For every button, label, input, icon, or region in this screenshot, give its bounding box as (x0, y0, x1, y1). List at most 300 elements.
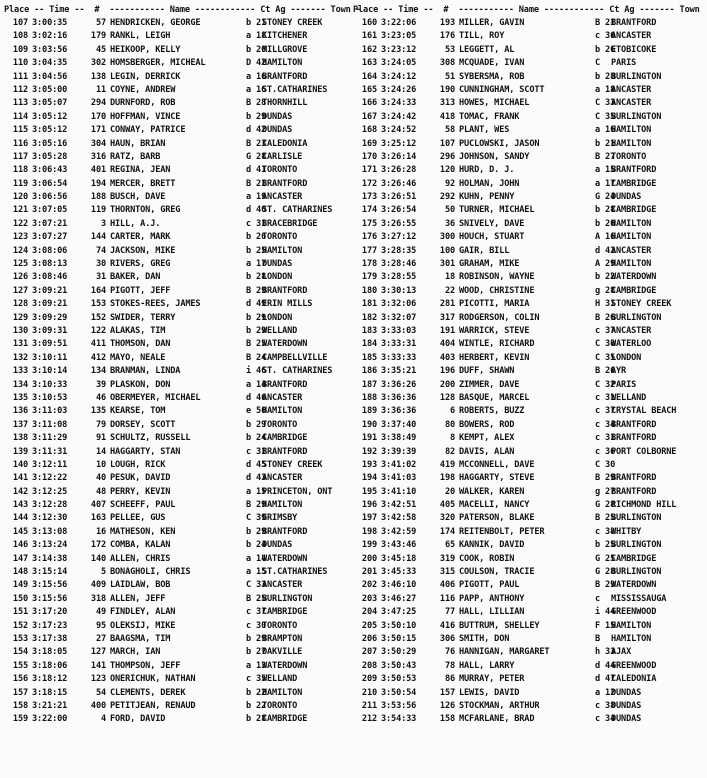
bib-number-cell: 10 (95, 459, 106, 470)
result-row (4, 486, 350, 499)
bib-number-cell: 53 (444, 44, 455, 55)
bib-number-cell: 141 (90, 660, 106, 671)
result-row (353, 231, 699, 244)
place-cell: 114 (12, 111, 28, 122)
result-row (4, 633, 350, 646)
time-cell: 3:23:12 (381, 44, 417, 55)
place-cell: 138 (12, 433, 28, 444)
place-cell: 125 (12, 259, 28, 270)
town-cell: WATERDOWN (262, 553, 308, 564)
time-cell: 3:21:21 (32, 700, 68, 711)
age-group-cell: C 39 (246, 513, 267, 524)
age-group-cell: g 28 (595, 285, 616, 296)
place-cell: 132 (12, 352, 28, 363)
name-cell: ROBINSON, WAYNE (459, 272, 535, 283)
time-cell: 3:15:56 (32, 580, 68, 591)
time-cell: 3:26:28 (381, 165, 417, 176)
age-group-cell: C 33 (595, 98, 616, 109)
result-row (353, 285, 699, 298)
result-row (353, 57, 699, 70)
town-cell: BRANTFORD (262, 178, 308, 189)
bib-number-cell: 91 (95, 433, 106, 444)
name-cell: SWIDER, TERRY (110, 312, 176, 323)
town-cell: HAMILTON (262, 58, 303, 69)
result-row (353, 245, 699, 258)
name-cell: BAKER, DAN (110, 272, 161, 283)
bib-number-cell: 171 (90, 125, 106, 136)
place-cell: 163 (361, 58, 377, 69)
age-group-cell: b 26 (595, 44, 616, 55)
age-group-cell: d 45 (246, 459, 267, 470)
time-cell: 3:18:15 (32, 687, 68, 698)
bib-number-cell: 54 (95, 687, 106, 698)
bib-number-cell: 198 (439, 473, 455, 484)
name-cell: JACKSON, MIKE (110, 245, 176, 256)
time-cell: 3:46:27 (381, 593, 417, 604)
place-cell: 184 (361, 339, 377, 350)
age-group-cell: b 22 (595, 272, 616, 283)
result-row (4, 151, 350, 164)
age-group-cell: b 22 (246, 700, 267, 711)
age-group-cell: c 36 (595, 31, 616, 42)
name-cell: COULSON, TRACIE (459, 567, 535, 578)
town-cell: AJAX (611, 647, 632, 658)
result-row (353, 204, 699, 217)
result-row (353, 17, 699, 30)
bib-number-cell: 174 (439, 526, 455, 537)
result-row (353, 700, 699, 713)
town-cell: AYR (611, 366, 627, 377)
time-cell: 3:42:51 (381, 500, 417, 511)
name-cell: OLEKSIJ, MIKE (110, 620, 176, 631)
place-cell: 212 (361, 714, 377, 725)
results-column-left (4, 3, 361, 727)
time-cell: 3:33:03 (381, 325, 417, 336)
bib-number-cell: 179 (90, 31, 106, 42)
result-row (4, 97, 350, 110)
result-row (4, 713, 350, 726)
name-cell: HOUCH, STUART (459, 232, 525, 243)
age-group-cell: a 16 (246, 84, 267, 95)
bib-number-cell: 16 (95, 526, 106, 537)
age-group-cell: H 31 (595, 299, 616, 310)
age-group-cell: C 30 (595, 459, 616, 470)
place-cell: 172 (361, 178, 377, 189)
time-cell: 3:12:11 (32, 459, 68, 470)
name-cell: DAVIS, ALAN (459, 446, 515, 457)
name-cell: RODGERSON, COLIN (459, 312, 540, 323)
time-cell: 3:26:51 (381, 192, 417, 203)
name-cell: JOHNSON, SANDY (459, 151, 530, 162)
place-cell: 181 (361, 299, 377, 310)
result-row (4, 231, 350, 244)
time-cell: 3:32:06 (381, 299, 417, 310)
bib-number-cell: 77 (444, 607, 455, 618)
place-cell: 143 (12, 500, 28, 511)
town-cell: DUNDAS (262, 125, 293, 136)
bib-number-cell: 31 (95, 272, 106, 283)
place-cell: 154 (12, 647, 28, 658)
time-cell: 3:35:21 (381, 366, 417, 377)
age-group-cell: c 37 (595, 406, 616, 417)
place-cell: 140 (12, 459, 28, 470)
place-cell: 137 (12, 419, 28, 430)
place-cell: 189 (361, 406, 377, 417)
age-group-cell: d 42 (246, 125, 267, 136)
name-cell: RATZ, BARB (110, 151, 161, 162)
town-cell: BRANTFORD (262, 379, 308, 390)
age-group-cell: c 37 (595, 325, 616, 336)
age-group-cell: d 47 (595, 674, 616, 685)
time-cell: 3:26:46 (381, 178, 417, 189)
age-group-cell: i 44 (595, 607, 616, 618)
age-group-cell: d 42 (595, 245, 616, 256)
place-cell: 186 (361, 366, 377, 377)
time-cell: 3:17:38 (32, 633, 68, 644)
place-cell: 118 (12, 165, 28, 176)
age-group-cell: D 42 (246, 58, 267, 69)
age-group-cell: A 29 (595, 259, 616, 270)
bib-number-cell: 144 (90, 232, 106, 243)
bib-number-cell: 65 (444, 540, 455, 551)
result-row (4, 392, 350, 405)
town-cell: MISSISSAUGA (611, 593, 667, 604)
town-cell: HAMILTON (611, 633, 652, 644)
time-cell: 3:24:05 (381, 58, 417, 69)
town-cell: TORONTO (611, 151, 647, 162)
time-cell: 3:02:16 (32, 31, 68, 42)
bib-number-cell: 419 (439, 459, 455, 470)
result-row (4, 606, 350, 619)
bib-number-cell: 100 (439, 245, 455, 256)
result-row (4, 258, 350, 271)
place-cell: 208 (361, 660, 377, 671)
result-row (353, 539, 699, 552)
place-cell: 207 (361, 647, 377, 658)
result-row (4, 204, 350, 217)
time-cell: 3:28:55 (381, 272, 417, 283)
place-cell: 129 (12, 312, 28, 323)
bib-number-cell: 95 (95, 620, 106, 631)
age-group-cell: C 33 (246, 580, 267, 591)
town-cell: DUNDAS (611, 687, 642, 698)
place-cell: 196 (361, 500, 377, 511)
town-cell: ST. CATHARINES (262, 205, 333, 216)
result-row (353, 71, 699, 84)
name-cell: MERCER, BRETT (110, 178, 176, 189)
time-cell: 3:11:29 (32, 433, 68, 444)
name-cell: GAIR, BILL (459, 245, 510, 256)
time-cell: 3:06:56 (32, 192, 68, 203)
age-group-cell: a 16 (595, 125, 616, 136)
result-row (4, 17, 350, 30)
place-cell: 193 (361, 459, 377, 470)
town-cell: DUNDAS (611, 192, 642, 203)
town-cell: BRACEBRIDGE (262, 218, 318, 229)
time-cell: 3:04:35 (32, 58, 68, 69)
age-group-cell: b 26 (246, 232, 267, 243)
bib-number-cell: 134 (90, 366, 106, 377)
time-cell: 3:23:05 (381, 31, 417, 42)
result-row (353, 392, 699, 405)
result-row (353, 365, 699, 378)
town-cell: PARIS (611, 379, 637, 390)
name-cell: HANNIGAN, MARGARET (459, 647, 550, 658)
name-cell: KUHN, PENNY (459, 192, 515, 203)
town-cell: CAMPBELLVILLE (262, 352, 328, 363)
age-group-cell: b 25 (246, 245, 267, 256)
town-cell: ST.CATHARINES (262, 84, 328, 95)
time-cell: 3:18:06 (32, 660, 68, 671)
name-cell: PETITJEAN, RENAUD (110, 700, 196, 711)
bib-number-cell: 20 (444, 486, 455, 497)
age-group-cell: b 28 (246, 714, 267, 725)
name-cell: PELLEE, GUS (110, 513, 166, 524)
time-cell: 3:22:06 (381, 18, 417, 28)
place-cell: 167 (361, 111, 377, 122)
place-cell: 127 (12, 285, 28, 296)
place-cell: 141 (12, 473, 28, 484)
name-cell: HALL, LILLIAN (459, 607, 525, 618)
name-cell: BAAGSMA, TIM (110, 633, 171, 644)
place-cell: 133 (12, 366, 28, 377)
town-cell: ANCASTER (611, 325, 652, 336)
name-cell: SYBERSMA, ROB (459, 71, 525, 82)
place-cell: 144 (12, 513, 28, 524)
bib-number-cell: 14 (95, 446, 106, 457)
bib-number-cell: 404 (439, 339, 455, 350)
bib-number-cell: 120 (439, 165, 455, 176)
age-group-cell: a 13 (246, 660, 267, 671)
town-cell: HAMILTON (611, 259, 652, 270)
town-cell: PORT COLBORNE (611, 446, 677, 457)
age-group-cell: c 34 (595, 419, 616, 430)
place-cell: 110 (12, 58, 28, 69)
name-cell: ALAKAS, TIM (110, 325, 166, 336)
result-row (353, 432, 699, 445)
bib-number-cell: 313 (439, 98, 455, 109)
town-cell: ETOBICOKE (611, 44, 657, 55)
name-cell: SCHEEFF, PAUL (110, 500, 176, 511)
time-cell: 3:09:21 (32, 299, 68, 310)
bib-number-cell: 6 (449, 406, 455, 417)
bib-number-cell: 140 (90, 553, 106, 564)
time-cell: 3:24:12 (381, 71, 417, 82)
time-cell: 3:06:43 (32, 165, 68, 176)
town-cell: WELLAND (262, 674, 298, 685)
place-cell: 151 (12, 607, 28, 618)
age-group-cell: b 21 (246, 18, 267, 28)
town-cell: TORONTO (262, 165, 298, 176)
name-cell: PIGOTT, JEFF (110, 285, 171, 296)
time-cell: 3:27:12 (381, 232, 417, 243)
name-cell: HALL, LARRY (459, 660, 515, 671)
age-group-cell: C 35 (595, 111, 616, 122)
age-group-cell: b 25 (595, 540, 616, 551)
header-text: Place -- Time -- # ----------- Name ------------ Ct Ag ------- Town (353, 5, 700, 15)
place-cell: 202 (361, 580, 377, 591)
bib-number-cell: 172 (90, 540, 106, 551)
name-cell: RIVERS, GREG (110, 259, 171, 270)
bib-number-cell: 319 (439, 553, 455, 564)
town-cell: BRANTFORD (611, 18, 657, 28)
age-group-cell: d 43 (246, 473, 267, 484)
bib-number-cell: 127 (90, 647, 106, 658)
town-cell: HAMILTON (611, 232, 652, 243)
name-cell: STOCKMAN, ARTHUR (459, 700, 540, 711)
result-row (353, 298, 699, 311)
time-cell: 3:53:56 (381, 700, 417, 711)
time-cell: 3:33:31 (381, 339, 417, 350)
bib-number-cell: 196 (439, 366, 455, 377)
age-group-cell: b 20 (595, 218, 616, 229)
name-cell: TOMAC, FRANK (459, 111, 520, 122)
time-cell: 3:26:14 (381, 151, 417, 162)
bib-number-cell: 50 (444, 205, 455, 216)
name-cell: BRANMAN, LINDA (110, 366, 181, 377)
bib-number-cell: 318 (90, 593, 106, 604)
time-cell: 3:43:46 (381, 540, 417, 551)
result-row (4, 660, 350, 673)
result-row (353, 633, 699, 646)
age-group-cell: c 31 (246, 218, 267, 229)
time-cell: 3:50:43 (381, 660, 417, 671)
town-cell: WATERDOWN (611, 272, 657, 283)
time-cell: 3:03:56 (32, 44, 68, 55)
town-cell: HAMILTON (262, 687, 303, 698)
result-row (353, 271, 699, 284)
name-cell: MCFARLANE, BRAD (459, 714, 535, 725)
bib-number-cell: 190 (439, 84, 455, 95)
age-group-cell: c 31 (246, 446, 267, 457)
place-cell: 210 (361, 687, 377, 698)
place-cell: 156 (12, 674, 28, 685)
place-cell: 135 (12, 392, 28, 403)
town-cell: PARIS (611, 58, 637, 69)
bib-number-cell: 8 (449, 433, 455, 444)
age-group-cell: B 25 (246, 593, 267, 604)
age-group-cell: c 31 (595, 433, 616, 444)
name-cell: FINDLEY, ALAN (110, 607, 176, 618)
time-cell: 3:11:03 (32, 406, 68, 417)
result-row (353, 218, 699, 231)
time-cell: 3:28:35 (381, 245, 417, 256)
town-cell: BRANTFORD (262, 285, 308, 296)
result-row (353, 30, 699, 43)
result-row (4, 138, 350, 151)
place-cell: 126 (12, 272, 28, 283)
name-cell: MILLER, GAVIN (459, 18, 525, 28)
time-cell: 3:50:54 (381, 687, 417, 698)
name-cell: HOWES, MICHAEL (459, 98, 530, 109)
name-cell: LEGIN, DERRICK (110, 71, 181, 82)
bib-number-cell: 308 (439, 58, 455, 69)
age-group-cell: a 18 (595, 84, 616, 95)
result-row (4, 57, 350, 70)
age-group-cell: B 28 (246, 98, 267, 109)
result-row (353, 312, 699, 325)
place-cell: 147 (12, 553, 28, 564)
age-group-cell: c 30 (246, 620, 267, 631)
result-row (4, 472, 350, 485)
time-cell: 3:45:33 (381, 567, 417, 578)
age-group-cell: i 46 (246, 366, 267, 377)
town-cell: TORONTO (262, 620, 298, 631)
age-group-cell: b 29 (246, 419, 267, 430)
town-cell: WATERDOWN (262, 660, 308, 671)
name-cell: STOKES-REES, JAMES (110, 299, 201, 310)
town-cell: CAMBRIDGE (611, 553, 657, 564)
town-cell: DUNDAS (262, 111, 293, 122)
result-row (353, 459, 699, 472)
time-cell: 3:08:13 (32, 259, 68, 270)
time-cell: 3:05:28 (32, 151, 68, 162)
bib-number-cell: 48 (95, 486, 106, 497)
bib-number-cell: 39 (95, 379, 106, 390)
name-cell: LAIDLAW, BOB (110, 580, 171, 591)
name-cell: WINTLE, RICHARD (459, 339, 535, 350)
result-row (4, 512, 350, 525)
place-cell: 201 (361, 567, 377, 578)
name-cell: PIGOTT, PAUL (459, 580, 520, 591)
age-group-cell: g 27 (595, 486, 616, 497)
name-cell: MAYO, NEALE (110, 352, 166, 363)
column-header-right (353, 3, 699, 17)
time-cell: 3:05:12 (32, 125, 68, 136)
name-cell: RANKL, LEIGH (110, 31, 171, 42)
result-row (353, 379, 699, 392)
place-cell: 194 (361, 473, 377, 484)
place-cell: 134 (12, 379, 28, 390)
town-cell: CALEDONIA (262, 138, 308, 149)
bib-number-cell: 401 (90, 165, 106, 176)
town-cell: GRIMSBY (262, 513, 298, 524)
age-group-cell: d 41 (246, 165, 267, 176)
age-group-cell: G 28 (595, 500, 616, 511)
age-group-cell: c 34 (595, 714, 616, 725)
time-cell: 3:09:31 (32, 325, 68, 336)
name-cell: CLEMENTS, DEREK (110, 687, 186, 698)
town-cell: HAMILTON (611, 125, 652, 136)
time-cell: 3:36:36 (381, 392, 417, 403)
time-cell: 3:50:10 (381, 620, 417, 631)
time-cell: 3:28:46 (381, 259, 417, 270)
name-cell: GRAHAM, MIKE (459, 259, 520, 270)
town-cell: WELLAND (262, 325, 298, 336)
name-cell: MURRAY, PETER (459, 674, 525, 685)
place-cell: 119 (12, 178, 28, 189)
bib-number-cell: 301 (439, 259, 455, 270)
place-cell: 148 (12, 567, 28, 578)
result-row (353, 673, 699, 686)
name-cell: HAGGARTY, STEVE (459, 473, 535, 484)
town-cell: ANCASTER (611, 245, 652, 256)
town-cell: BRANTFORD (262, 446, 308, 457)
place-cell: 145 (12, 526, 28, 537)
age-group-cell: a 17 (595, 178, 616, 189)
place-cell: 115 (12, 125, 28, 136)
town-cell: CAMBRIDGE (611, 178, 657, 189)
town-cell: KITCHENER (262, 31, 308, 42)
time-cell: 3:17:20 (32, 607, 68, 618)
result-row (4, 44, 350, 57)
town-cell: CAMBRIDGE (611, 205, 657, 216)
time-cell: 3:54:33 (381, 714, 417, 725)
name-cell: LEGGETT, AL (459, 44, 515, 55)
place-cell: 161 (361, 31, 377, 42)
time-cell: 3:11:08 (32, 419, 68, 430)
result-row (4, 539, 350, 552)
